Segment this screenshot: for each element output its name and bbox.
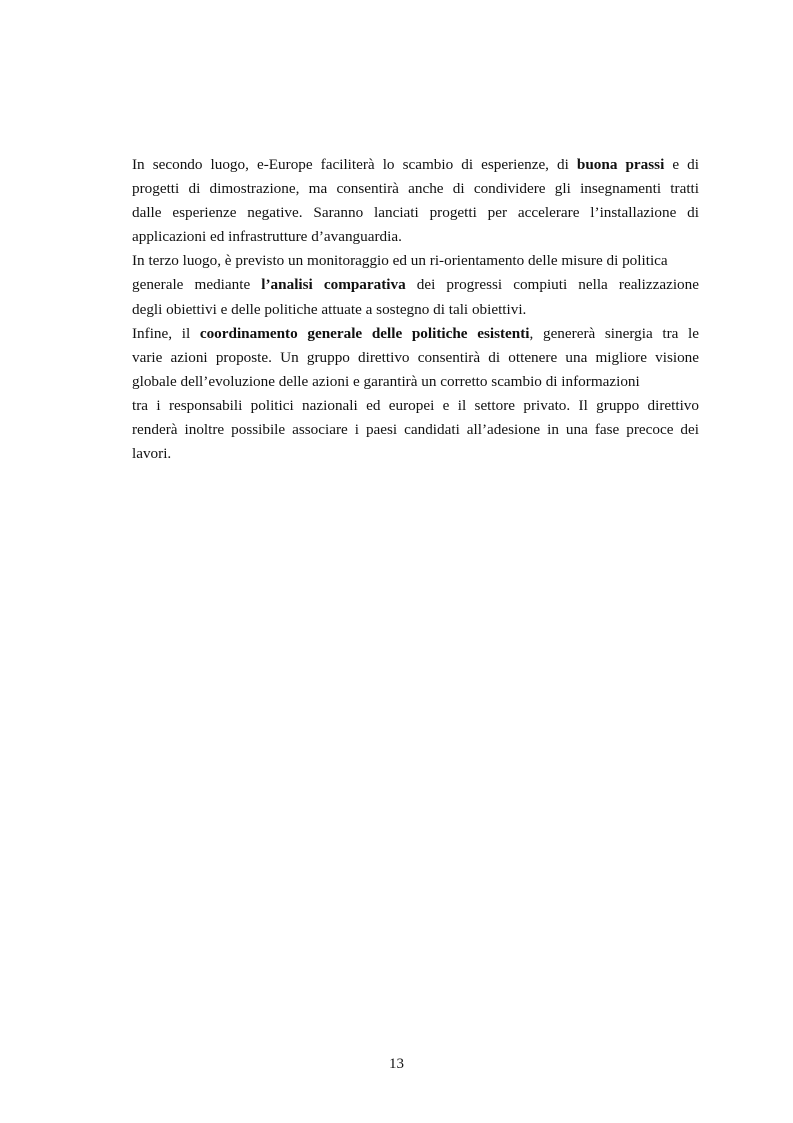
p3-line-2: varie azioni proposte. Un gruppo direttivo consentirà di ottenere una migliore visione (132, 348, 699, 366)
bold-coordinamento: coordinamento generale delle politiche esistenti (199, 324, 530, 342)
p1-line-1-end: e di (664, 156, 699, 173)
p3-line-1-end: , genererà sinergia tra le (529, 324, 699, 342)
p2-line-2-start: generale mediante (132, 276, 262, 294)
p1-line-1-start: In secondo luogo, e-Europe faciliterà lo scambio di esperienze, di (132, 156, 577, 173)
p2-line-1: In terzo luogo, è previsto un monitoraggio ed un ri-orientamento delle misure di politica (132, 252, 668, 270)
body-text (132, 153, 699, 466)
p2-line-2 (132, 273, 699, 297)
p1-line-4: applicazioni ed infrastrutture d’avanguardia. (132, 228, 402, 246)
bold-buona-prassi: buona prassi (576, 156, 665, 173)
p1-line-1 (132, 153, 699, 177)
p3-line-4: tra i responsabili politici nazionali ed europei e il settore privato. Il gruppo direttivo (132, 396, 699, 414)
page-number: 13 (389, 1056, 404, 1072)
p3-line-6: lavori. (132, 445, 172, 463)
bold-analisi-comparativa: l’analisi comparativa (261, 276, 406, 294)
p1-line-3: dalle esperienze negative. Saranno lanciati progetti per accelerare l’installazione di (132, 204, 699, 222)
p2-line-2-end: dei progressi compiuti nella realizzazione (405, 276, 699, 294)
p1-line-2: progetti di dimostrazione, ma consentirà anche di condividere gli insegnamenti tratti (132, 180, 699, 198)
p3-line-3: globale dell’evoluzione delle azioni e garantirà un corretto scambio di informazioni (132, 372, 640, 390)
p2-line-3: degli obiettivi e delle politiche attuate a sostegno di tali obiettivi. (132, 300, 527, 318)
p3-line-1-start: Infine, il (132, 324, 200, 342)
p3-line-1 (132, 322, 699, 346)
p3-line-5: renderà inoltre possibile associare i paesi candidati all’adesione in una fase precoce dei (132, 421, 699, 439)
